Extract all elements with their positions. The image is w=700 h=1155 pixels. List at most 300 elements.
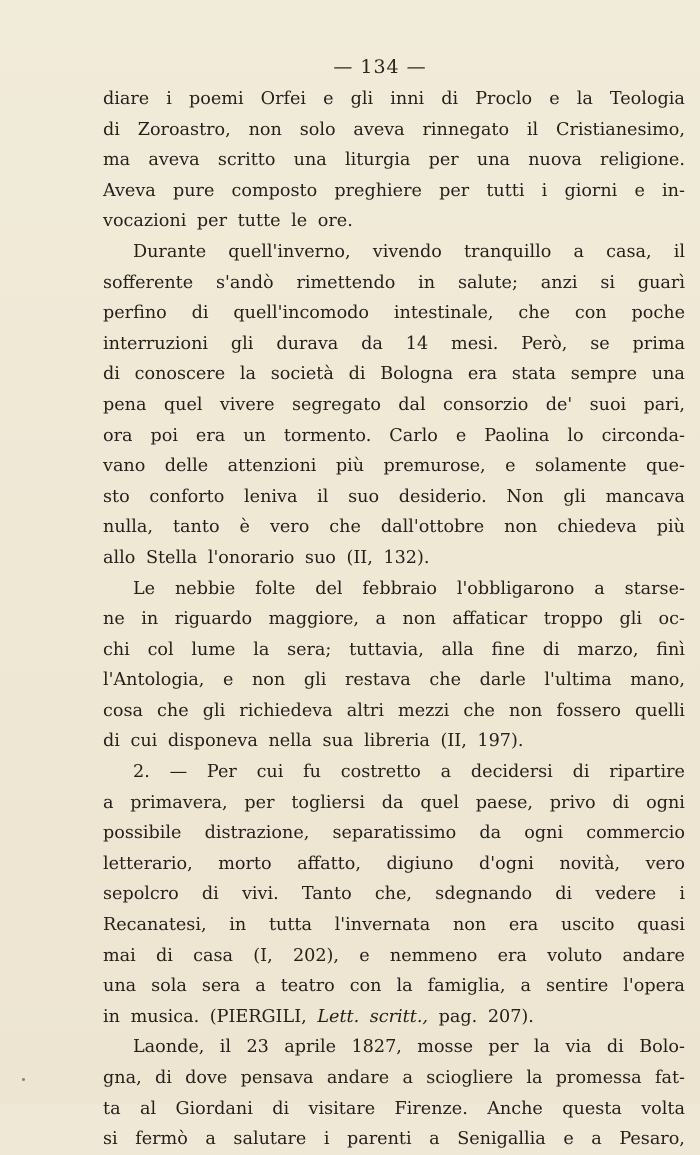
word: tanto — [172, 517, 220, 538]
word: distrazione, — [204, 823, 310, 844]
word: non — [248, 119, 282, 140]
text-line — [103, 1032, 685, 1063]
word: rimettendo — [296, 272, 396, 293]
word: libreria — [363, 731, 441, 752]
word: riguardo — [174, 609, 253, 630]
word: quelli — [635, 700, 685, 721]
word: famiglia, — [427, 976, 506, 997]
word: commercio — [586, 823, 685, 844]
word: l'opera — [623, 976, 685, 997]
body-text — [103, 84, 685, 1155]
word: per — [439, 180, 470, 201]
word: intestinale, — [393, 303, 494, 324]
word: ta — [103, 1098, 121, 1119]
word: disponeva — [167, 731, 269, 752]
word: sua — [322, 731, 364, 752]
word: nemmeno — [389, 945, 478, 966]
word: vano — [103, 456, 146, 477]
word: di — [441, 89, 459, 109]
word: una — [651, 364, 685, 385]
word: in- — [662, 180, 685, 201]
word: quel — [420, 792, 459, 813]
word: Zoroastro, — [137, 119, 231, 140]
word: aveva — [148, 150, 200, 171]
word: segregato — [291, 394, 381, 415]
word: gli — [563, 486, 586, 507]
text-line — [103, 818, 685, 849]
word: 1827, — [351, 1037, 402, 1058]
word: vivendo — [372, 241, 442, 262]
word: tuttavia, — [349, 639, 424, 660]
word: desiderio. — [398, 486, 487, 507]
word: sentire — [545, 976, 609, 997]
text-line — [103, 543, 685, 574]
word: pari, — [643, 394, 685, 415]
word: e — [505, 456, 516, 477]
word: ma — [103, 150, 131, 171]
word: attenzioni — [227, 456, 317, 477]
word: per — [428, 150, 459, 171]
text-line — [103, 84, 685, 115]
word: poi — [150, 425, 178, 446]
word: possibile — [103, 823, 182, 844]
word: il — [317, 486, 329, 507]
word: pure — [172, 180, 215, 201]
word: di — [103, 364, 120, 385]
word: ripartire — [609, 762, 685, 783]
text-line — [103, 359, 685, 390]
word: folte — [255, 578, 296, 599]
word: Bolo- — [639, 1037, 685, 1058]
word: una — [103, 976, 137, 997]
word: se — [590, 333, 610, 354]
word: sempre — [570, 364, 637, 385]
word: pensava — [240, 1068, 314, 1088]
text-line — [103, 849, 685, 880]
word: a — [375, 609, 387, 630]
word: vedere — [595, 884, 657, 905]
word: oc- — [658, 609, 685, 630]
text-line — [103, 879, 685, 910]
word: vero — [645, 853, 685, 874]
word: sdegnando — [435, 884, 533, 905]
word: non — [251, 670, 286, 691]
word: darle — [479, 670, 526, 691]
word: Laonde, — [133, 1037, 205, 1058]
word: fu — [303, 762, 321, 783]
word: consorzio — [443, 394, 529, 415]
word: di — [572, 762, 590, 783]
word: un — [243, 425, 266, 446]
word: a — [520, 976, 531, 997]
word: nebbie — [174, 578, 236, 599]
word: aveva — [353, 119, 405, 140]
word: di — [606, 1037, 624, 1058]
word: rinnegato — [422, 119, 510, 140]
word: mezzi — [398, 700, 450, 721]
word: liturgia — [344, 150, 411, 171]
word: al — [139, 1098, 157, 1119]
text-line — [103, 788, 685, 819]
word: andare — [622, 945, 685, 966]
word: Firenze. — [394, 1098, 468, 1119]
word: gli — [202, 700, 226, 721]
word: poemi — [189, 89, 244, 109]
word: gli — [619, 609, 643, 630]
word: una — [293, 150, 327, 171]
word: privo — [549, 792, 596, 813]
word: i — [679, 884, 685, 905]
word: guarì — [637, 272, 685, 293]
word: conforto — [149, 486, 225, 507]
text-line — [103, 910, 685, 941]
word: nulla, — [103, 517, 153, 538]
text-line — [103, 390, 685, 421]
word: gli — [230, 333, 254, 354]
word: religione. — [600, 150, 685, 171]
text-line — [103, 115, 685, 146]
text-line — [103, 298, 685, 329]
word: in — [229, 915, 247, 936]
word: di — [272, 1098, 290, 1119]
word: di — [103, 731, 131, 752]
word: quell'inverno, — [228, 241, 351, 262]
word: sciogliere — [426, 1068, 514, 1088]
word: vivi. — [241, 884, 279, 905]
word: musica. — [130, 1006, 210, 1027]
word: da — [361, 333, 383, 354]
word: da — [479, 823, 502, 844]
word: quell'incomodo — [233, 303, 370, 324]
word: nella — [268, 731, 323, 752]
word: più — [656, 517, 685, 538]
word: togliersi — [291, 792, 365, 813]
word: col — [147, 639, 174, 660]
word: a — [591, 1129, 602, 1150]
word: con — [574, 303, 607, 324]
word: per — [244, 792, 275, 813]
word: da — [381, 792, 404, 813]
word: questa — [562, 1098, 622, 1119]
word: Durante — [133, 241, 207, 262]
word: delle — [164, 456, 209, 477]
word: a — [205, 1129, 216, 1150]
text-line — [103, 574, 685, 605]
word: morto — [218, 853, 272, 874]
word: starse- — [624, 578, 685, 599]
word: Giordani — [175, 1098, 253, 1119]
word: per — [196, 211, 238, 232]
word: Per — [206, 762, 237, 783]
word: tranquillo — [463, 241, 552, 262]
word: l'Antologia, — [103, 670, 205, 691]
word: (PIERGILI, — [209, 1006, 318, 1027]
word: la — [239, 364, 257, 385]
word: perfino — [103, 303, 167, 324]
text-line — [103, 1063, 685, 1094]
word: le — [291, 211, 318, 232]
word: fine — [491, 639, 526, 660]
text-line — [103, 329, 685, 360]
word: prima — [632, 333, 685, 354]
word: era — [195, 425, 226, 446]
word: 202), — [292, 945, 339, 966]
word: di — [154, 1068, 172, 1088]
word: Bologna — [380, 364, 454, 385]
word: andare — [326, 1068, 390, 1088]
word: il — [673, 241, 685, 262]
word: e — [634, 180, 645, 201]
word: e — [359, 945, 370, 966]
text-line — [103, 971, 685, 1002]
word: promessa — [555, 1068, 642, 1088]
word: a — [402, 1068, 413, 1088]
word: più — [335, 456, 365, 477]
word: (II, — [346, 547, 384, 568]
word: era — [508, 915, 539, 936]
word: voluto — [547, 945, 603, 966]
word: altri — [346, 700, 384, 721]
word: poche — [631, 303, 685, 324]
word: la — [396, 976, 413, 997]
text-line — [103, 237, 685, 268]
word: leniva — [244, 486, 298, 507]
word: mancava — [605, 486, 685, 507]
word: chi — [103, 639, 130, 660]
word: circonda- — [601, 425, 685, 446]
word: la — [533, 1037, 551, 1058]
word: 207). — [487, 1006, 534, 1027]
word: che — [429, 670, 461, 691]
word: di — [191, 303, 209, 324]
word: la — [576, 89, 593, 109]
word: digiuno — [386, 853, 454, 874]
word: scritto — [217, 150, 276, 171]
word: decidersi — [470, 762, 553, 783]
word: affaticar — [452, 609, 528, 630]
word: d'ogni — [479, 853, 534, 874]
word: vero — [269, 517, 310, 538]
text-line — [103, 757, 685, 788]
word: cosa — [103, 700, 143, 721]
word: non — [452, 915, 487, 936]
word: Recanatesi, — [103, 915, 207, 936]
word: mosse — [417, 1037, 474, 1058]
word: 197). — [477, 731, 524, 752]
word: richiedeva — [239, 700, 333, 721]
word: diare — [103, 89, 150, 109]
text-line — [103, 421, 685, 452]
word: che — [157, 700, 189, 721]
word: fat- — [654, 1068, 685, 1088]
word: in — [418, 272, 436, 293]
word: Stella — [145, 547, 208, 568]
word: dove — [185, 1068, 228, 1088]
word: sto — [103, 486, 130, 507]
word: sera; — [287, 639, 332, 660]
text-line — [103, 696, 685, 727]
word: sofferente — [103, 272, 194, 293]
word: affatto, — [297, 853, 361, 874]
word: alla — [441, 639, 474, 660]
paper-speck — [22, 1078, 25, 1081]
word: Però, — [521, 333, 568, 354]
word: (II, — [440, 731, 478, 752]
word: lo — [567, 425, 584, 446]
text-line — [103, 941, 685, 972]
word: 14 — [405, 333, 429, 354]
word: i — [166, 89, 172, 109]
word: solo — [299, 119, 336, 140]
word: Tanto — [301, 884, 352, 905]
word: lume — [191, 639, 236, 660]
text-line — [103, 635, 685, 666]
word: con — [349, 976, 382, 997]
word: di — [348, 364, 366, 385]
word: Aveva — [103, 180, 156, 201]
text-line — [103, 604, 685, 635]
word: Pesaro, — [619, 1129, 685, 1150]
word: preghiere — [334, 180, 422, 201]
word: allo — [103, 547, 146, 568]
word: il — [219, 1037, 232, 1058]
word: Le — [133, 578, 156, 599]
word: mai — [103, 945, 136, 966]
word: pag. — [438, 1006, 488, 1027]
word: costretto — [340, 762, 421, 783]
word: composto — [231, 180, 318, 201]
word: s'andò — [216, 272, 274, 293]
word: salute; — [458, 272, 518, 293]
word: mesi. — [451, 333, 499, 354]
word: nuova — [528, 150, 582, 171]
word: tutti — [486, 180, 525, 201]
word: solamente — [534, 456, 627, 477]
word: Carlo — [389, 425, 438, 446]
word: è — [239, 517, 250, 538]
text-line — [103, 1002, 685, 1033]
word: di — [542, 639, 560, 660]
word: i — [323, 1129, 330, 1150]
word: società — [270, 364, 334, 385]
word: a — [103, 792, 114, 813]
word: uscito — [560, 915, 615, 936]
word: Paolina — [484, 425, 550, 446]
word: non — [509, 700, 543, 721]
word: (I, — [253, 945, 273, 966]
word: Proclo — [475, 89, 533, 109]
text-line — [103, 206, 685, 237]
word: scritt., — [369, 1006, 439, 1027]
word: 2. — [133, 762, 150, 783]
word: separatissimo — [332, 823, 457, 844]
word: volta — [641, 1098, 685, 1119]
word: visitare — [308, 1098, 376, 1119]
text-line — [103, 451, 685, 482]
word: ore. — [317, 211, 353, 232]
word: l'invernata — [334, 915, 431, 936]
word: pena — [103, 394, 147, 415]
word: ora — [103, 425, 133, 446]
word: quasi — [637, 915, 685, 936]
word: stata — [511, 364, 557, 385]
word: maggiore, — [268, 609, 359, 630]
word: in — [103, 1006, 131, 1027]
word: in — [141, 609, 159, 630]
word: fermò — [135, 1129, 188, 1150]
word: era — [497, 945, 527, 966]
word: paese, — [475, 792, 533, 813]
text-line — [103, 665, 685, 696]
word: che — [329, 517, 361, 538]
text-line — [103, 726, 685, 757]
word: la — [526, 1068, 543, 1088]
word: di — [612, 792, 630, 813]
word: casa, — [606, 241, 652, 262]
word: gli — [303, 670, 327, 691]
word: l'ultima — [544, 670, 612, 691]
word: e — [563, 1129, 574, 1150]
word: e — [323, 89, 334, 109]
word: premurose, — [383, 456, 486, 477]
word: vocazioni — [103, 211, 197, 232]
word: interruzioni — [103, 333, 209, 354]
word: del — [315, 578, 343, 599]
word: restava — [344, 670, 411, 691]
word: letterario, — [103, 853, 193, 874]
word: l'obbligarono — [456, 578, 575, 599]
word: tutte — [237, 211, 292, 232]
word: l'onorario — [207, 547, 305, 568]
word: aprile — [284, 1037, 337, 1058]
word: a — [594, 578, 605, 599]
word: de' — [545, 394, 573, 415]
word: non — [504, 517, 538, 538]
word: cui — [130, 731, 168, 752]
word: e — [455, 425, 467, 446]
word: teatro — [280, 976, 335, 997]
word: di — [555, 884, 573, 905]
word: si — [600, 272, 615, 293]
word: anzi — [540, 272, 578, 293]
word: mano, — [630, 670, 685, 691]
word: tutta — [268, 915, 312, 936]
word: Cristianesimo, — [556, 119, 685, 140]
text-line — [103, 482, 685, 513]
word: cui — [256, 762, 284, 783]
word: vivere — [219, 394, 275, 415]
word: fossero — [556, 700, 621, 721]
word: Anche — [487, 1098, 543, 1119]
word: 132). — [383, 547, 430, 568]
word: ogni — [646, 792, 685, 813]
word: inni — [390, 89, 425, 109]
word: suo — [348, 486, 380, 507]
word: primavera, — [130, 792, 228, 813]
word: a — [429, 1129, 440, 1150]
word: Lett. — [317, 1006, 370, 1027]
word: la — [253, 639, 270, 660]
word: a — [440, 762, 452, 783]
word: conoscere — [134, 364, 226, 385]
word: il — [526, 119, 539, 140]
word: per — [488, 1037, 519, 1058]
word: dal — [398, 394, 426, 415]
word: finì — [656, 639, 685, 660]
word: parenti — [347, 1129, 412, 1150]
word: dall'ottobre — [380, 517, 485, 538]
word: a — [573, 241, 584, 262]
